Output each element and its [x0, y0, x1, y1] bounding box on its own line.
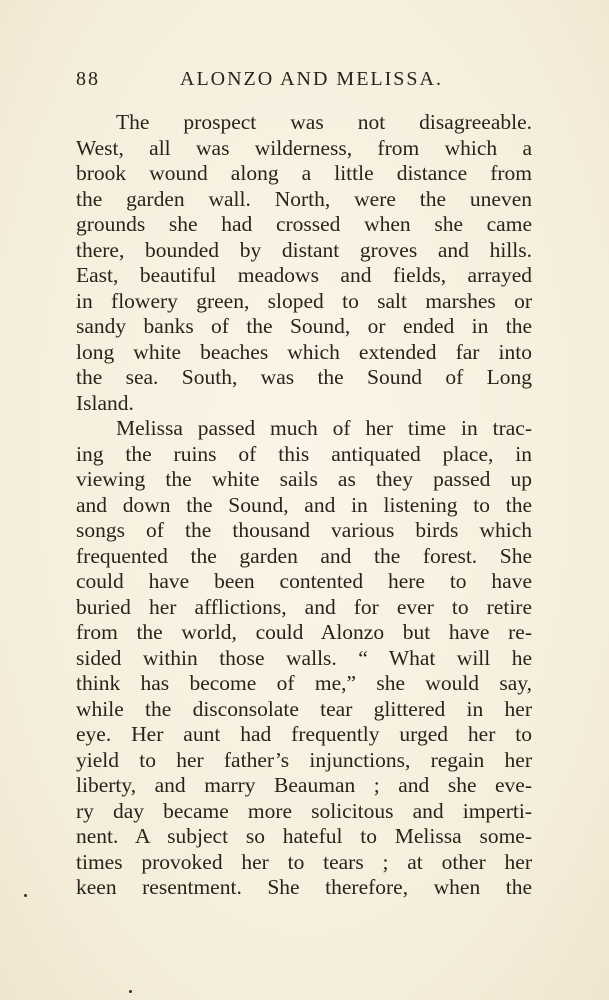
text-line: viewing the white sails as they passed up	[76, 467, 532, 491]
paper-speck	[24, 894, 27, 897]
text-line: songs of the thousand various birds which	[76, 518, 532, 542]
text-line: the sea. South, was the Sound of Long	[76, 365, 532, 389]
text-line: think has become of me,” she would say,	[76, 671, 532, 695]
text-line: frequented the garden and the forest. She	[76, 543, 532, 568]
page-header	[76, 68, 532, 98]
text-line: West, all was wilderness, from which a	[76, 135, 532, 160]
text-line: and down the Sound, and in listening to the	[76, 492, 532, 517]
paper-speck	[129, 990, 132, 993]
text-line: yield to her father’s injunctions, regain her	[76, 747, 532, 772]
text-line: times provoked her to tears ; at other her	[76, 849, 532, 874]
text-line: Melissa passed much of her time in trac-	[116, 416, 532, 440]
text-line: keen resentment. She therefore, when the	[76, 875, 532, 899]
body-text	[76, 110, 532, 901]
text-line: liberty, and marry Beauman ; and she eve-	[76, 773, 532, 797]
running-head: ALONZO AND MELISSA.	[180, 68, 443, 90]
text-line: could have been contented here to have	[76, 569, 532, 593]
text-line: while the disconsolate tear glittered in her	[76, 696, 532, 721]
page-number: 88	[76, 68, 100, 90]
text-line: grounds she had crossed when she came	[76, 212, 532, 236]
text-line: nent. A subject so hateful to Melissa some-	[76, 824, 532, 848]
text-line: eye. Her aunt had frequently urged her to	[76, 722, 532, 746]
text-line: ry day became more solicitous and imperti-	[76, 798, 532, 823]
text-line: from the world, could Alonzo but have re-	[76, 620, 532, 644]
text-line: sided within those walls. “ What will he	[76, 645, 532, 670]
text-line: Island.	[76, 390, 134, 415]
text-line: East, beautiful meadows and fields, arrayed	[76, 263, 532, 287]
text-line: ing the ruins of this antiquated place, in	[76, 441, 532, 466]
text-line: brook wound along a little distance from	[76, 161, 532, 185]
text-line: there, bounded by distant groves and hills.	[76, 237, 532, 262]
text-line: the garden wall. North, were the uneven	[76, 186, 532, 211]
text-line: sandy banks of the Sound, or ended in the	[76, 314, 532, 338]
text-line: The prospect was not disagreeable.	[116, 110, 532, 134]
text-line: long white beaches which extended far into	[76, 339, 532, 364]
text-line: in flowery green, sloped to salt marshes or	[76, 288, 532, 313]
text-line: buried her afflictions, and for ever to retire	[76, 594, 532, 619]
